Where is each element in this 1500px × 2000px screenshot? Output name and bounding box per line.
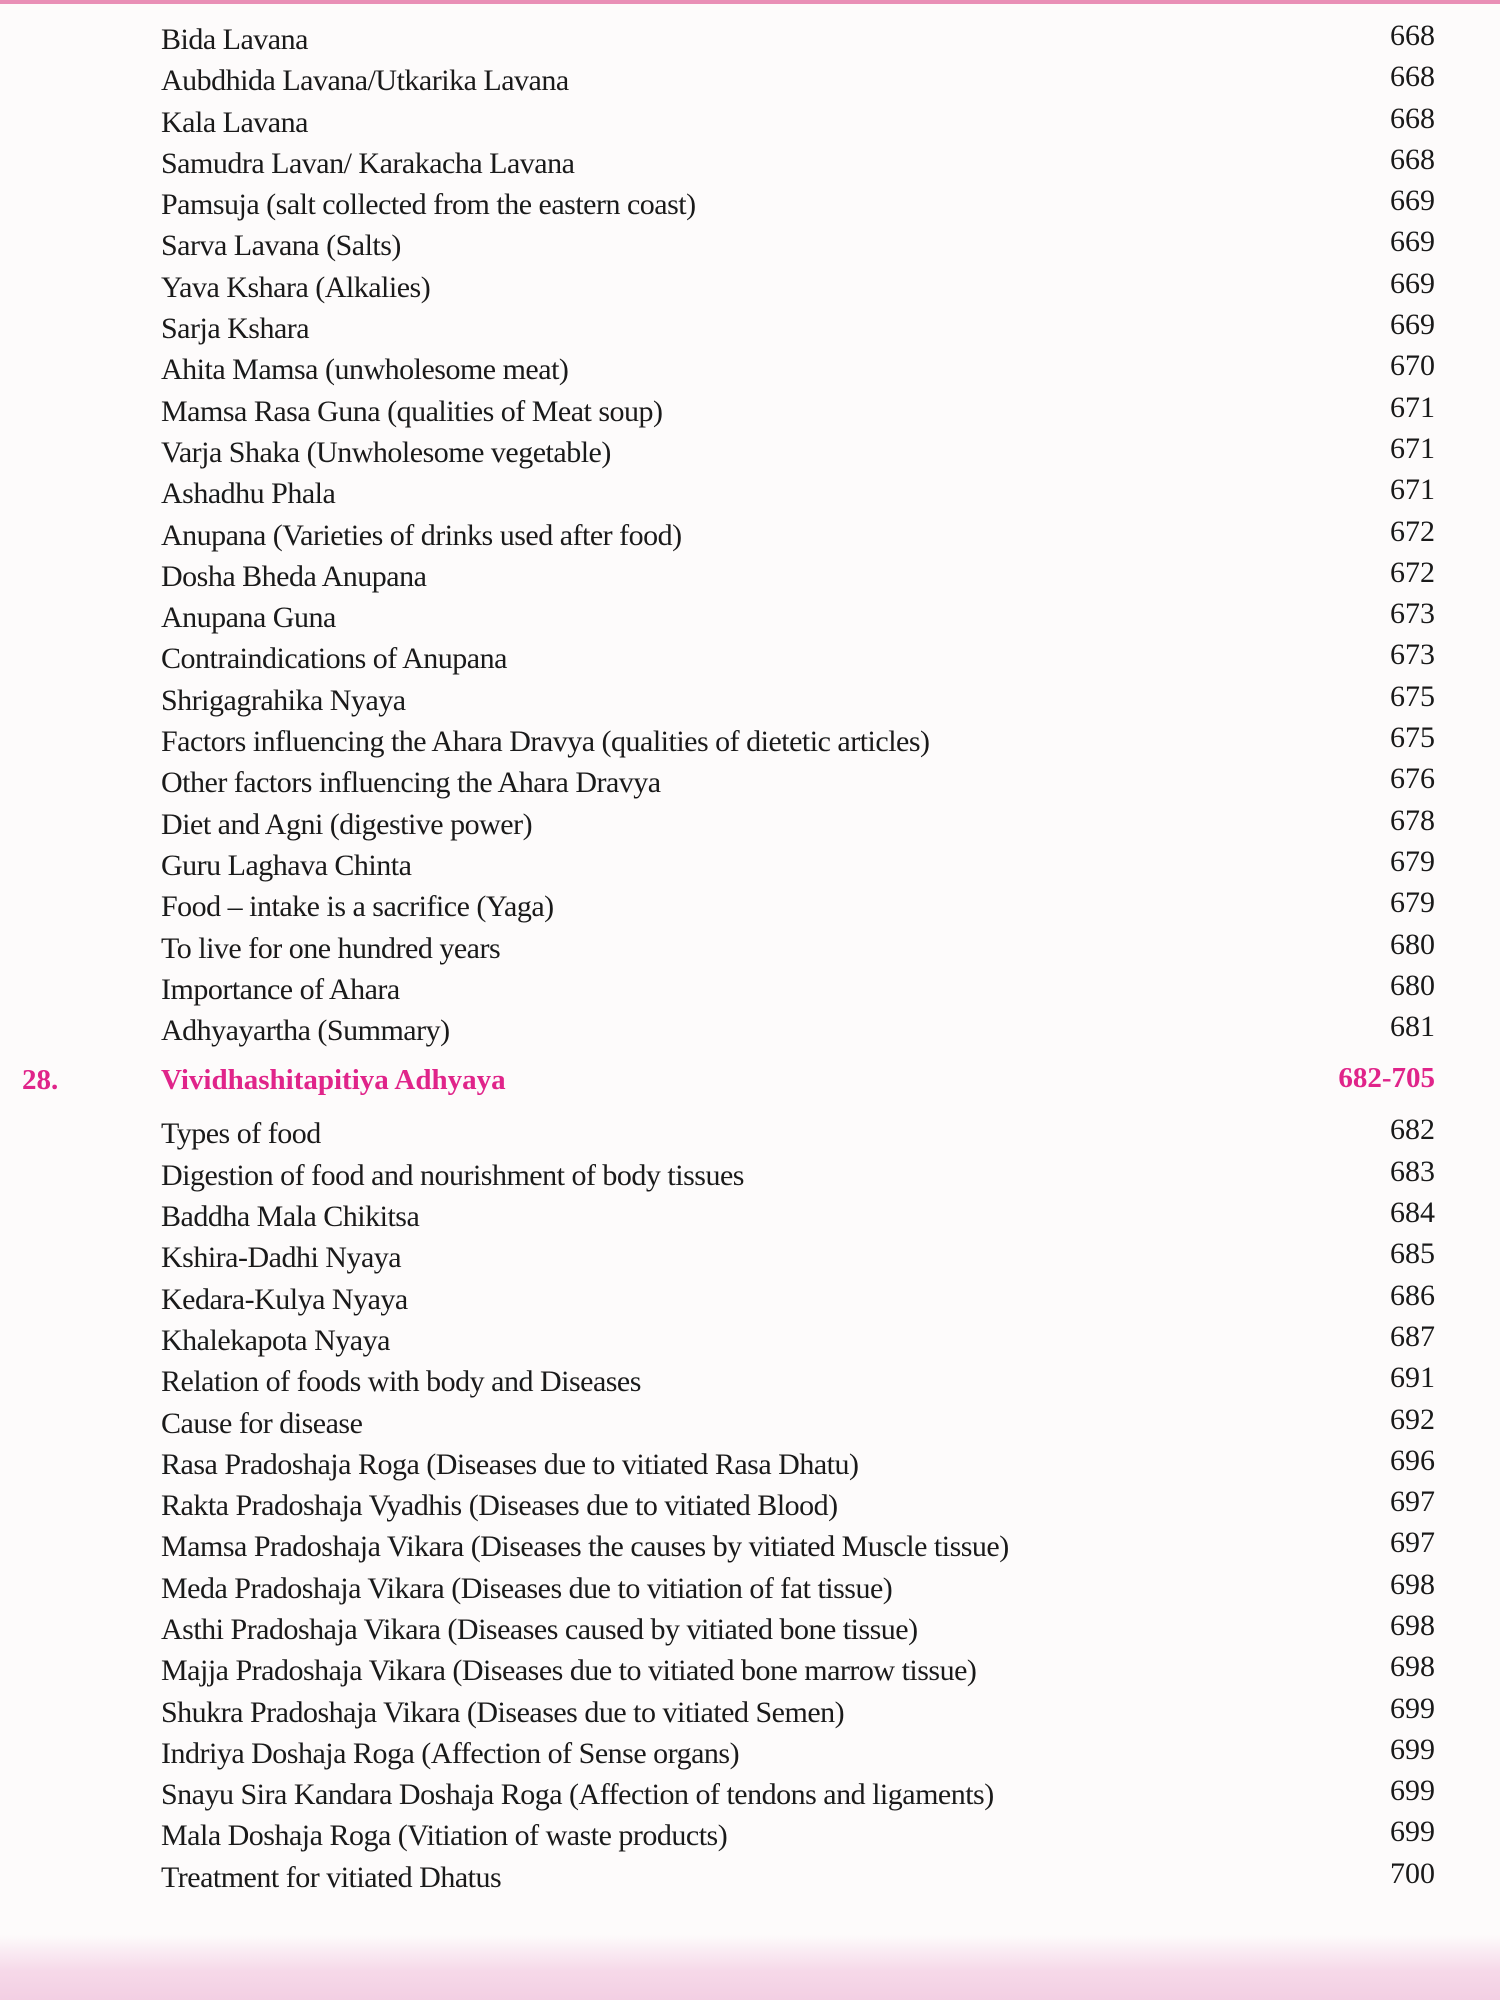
toc-entry — [0, 142, 1500, 183]
toc-entry-title: Adhyayartha (Summary) — [161, 1014, 450, 1048]
toc-entry-title: Anupana Guna — [161, 601, 336, 635]
toc-entry-title: Contraindications of Anupana — [161, 642, 507, 676]
toc-entry — [0, 761, 1500, 802]
toc-entry-page: 680 — [1390, 968, 1435, 1002]
toc-entry-page: 691 — [1390, 1361, 1435, 1395]
toc-entry — [0, 1856, 1500, 1897]
toc-entry-title: Rasa Pradoshaja Roga (Diseases due to vitiated Rasa Dhatu) — [161, 1447, 859, 1481]
toc-entry-page: 672 — [1390, 514, 1435, 548]
toc-entry-title: Kala Lavana — [161, 105, 308, 139]
toc-entry — [0, 1525, 1500, 1566]
toc-entry-page: 692 — [1390, 1402, 1435, 1436]
toc-entry-page: 687 — [1390, 1319, 1435, 1353]
toc-entry-title: Mamsa Pradoshaja Vikara (Diseases the causes by vitiated Muscle tissue) — [161, 1530, 1009, 1564]
toc-entry — [0, 1649, 1500, 1690]
chapter-page-range: 682-705 — [1338, 1062, 1435, 1095]
toc-entries-chapter-28 — [0, 1112, 1500, 1897]
toc-entry-title: Dosha Bheda Anupana — [161, 559, 427, 593]
toc-entry — [0, 1773, 1500, 1814]
toc-entry-title: Guru Laghava Chinta — [161, 848, 412, 882]
toc-entry-page: 697 — [1390, 1485, 1435, 1519]
toc-entry-page: 673 — [1390, 638, 1435, 672]
toc-entry-title: Khalekapota Nyaya — [161, 1323, 390, 1357]
toc-entry — [0, 555, 1500, 596]
toc-entry-page: 669 — [1390, 266, 1435, 300]
toc-entry-page: 671 — [1390, 390, 1435, 424]
toc-entry-page: 668 — [1390, 101, 1435, 135]
toc-entry — [0, 1236, 1500, 1277]
toc-entry-page: 698 — [1390, 1608, 1435, 1642]
toc-entry — [0, 183, 1500, 224]
toc-entry-title: Kedara-Kulya Nyaya — [161, 1282, 408, 1316]
toc-entry-page: 682 — [1390, 1113, 1435, 1147]
toc-entry-page: 696 — [1390, 1443, 1435, 1477]
top-border-rule — [0, 0, 1500, 4]
toc-entry-title: Digestion of food and nourishment of body tissues — [161, 1158, 744, 1192]
toc-entry — [0, 1732, 1500, 1773]
toc-entry — [0, 1567, 1500, 1608]
toc-entry-title: Bida Lavana — [161, 23, 308, 56]
toc-entry-page: 680 — [1390, 927, 1435, 961]
toc-entry-title: Shrigagrahika Nyaya — [161, 683, 406, 717]
toc-entry — [0, 59, 1500, 100]
toc-entry-page: 671 — [1390, 431, 1435, 465]
toc-entry — [0, 390, 1500, 431]
toc-entry-title: Baddha Mala Chikitsa — [161, 1200, 420, 1234]
toc-entry — [0, 1691, 1500, 1732]
toc-entry-title: Asthi Pradoshaja Vikara (Diseases caused by vitiated bone tissue) — [161, 1612, 918, 1646]
toc-entry-page: 669 — [1390, 308, 1435, 342]
toc-entry-title: Mamsa Rasa Guna (qualities of Meat soup) — [161, 394, 663, 428]
toc-entry — [0, 514, 1500, 555]
toc-entry — [0, 1608, 1500, 1649]
toc-entry-title: Mala Doshaja Roga (Vitiation of waste products) — [161, 1819, 728, 1853]
toc-entry-title: Diet and Agni (digestive power) — [161, 807, 533, 841]
toc-entry — [0, 596, 1500, 637]
toc-entry — [0, 307, 1500, 348]
toc-entry-title: Yava Kshara (Alkalies) — [161, 270, 431, 304]
toc-entry — [0, 637, 1500, 678]
toc-entry — [0, 224, 1500, 265]
toc-entry-page: 697 — [1390, 1526, 1435, 1560]
toc-entry-title: Sarva Lavana (Salts) — [161, 229, 401, 263]
toc-entry-title: Meda Pradoshaja Vikara (Diseases due to vitiation of fat tissue) — [161, 1571, 893, 1605]
toc-entry — [0, 1402, 1500, 1443]
toc-entry-title: Snayu Sira Kandara Doshaja Roga (Affection of tendons and ligaments) — [161, 1778, 994, 1812]
toc-entry-page: 675 — [1390, 679, 1435, 713]
toc-entry — [0, 679, 1500, 720]
toc-entry-title: Varja Shaka (Unwholesome vegetable) — [161, 435, 611, 469]
chapter-heading — [0, 1050, 1500, 1106]
toc-entry-page: 698 — [1390, 1567, 1435, 1601]
toc-entry — [0, 968, 1500, 1009]
toc-entry-title: Treatment for vitiated Dhatus — [161, 1860, 502, 1894]
toc-entry — [0, 1443, 1500, 1484]
toc-entry-title: Factors influencing the Ahara Dravya (qualities of dietetic articles) — [161, 725, 930, 759]
toc-entry-page: 668 — [1390, 142, 1435, 176]
toc-entry-page: 699 — [1390, 1691, 1435, 1725]
toc-entry-title: Kshira-Dadhi Nyaya — [161, 1241, 402, 1275]
toc-entry-page: 683 — [1390, 1154, 1435, 1188]
toc-entry-title: Aubdhida Lavana/Utkarika Lavana — [161, 64, 569, 98]
toc-entry-title: Types of food — [161, 1117, 321, 1151]
toc-entry-page: 672 — [1390, 555, 1435, 589]
toc-entry-title: Anupana (Varieties of drinks used after food) — [161, 518, 682, 552]
chapter-title: Vividhashitapitiya Adhyaya — [161, 1064, 506, 1097]
toc-entries-previous-chapter — [0, 18, 1500, 1050]
toc-entry — [0, 1009, 1500, 1050]
toc-entry-page: 671 — [1390, 473, 1435, 507]
toc-entry — [0, 1112, 1500, 1153]
toc-entry — [0, 1154, 1500, 1195]
toc-entry-title: Ahita Mamsa (unwholesome meat) — [161, 353, 569, 387]
toc-entry-page: 698 — [1390, 1650, 1435, 1684]
toc-entry-title: Sarja Kshara — [161, 312, 310, 346]
toc-entry — [0, 472, 1500, 513]
toc-entry-page: 669 — [1390, 225, 1435, 259]
toc-entry-page: 681 — [1390, 1010, 1435, 1044]
toc-entry-title: Importance of Ahara — [161, 972, 400, 1006]
toc-entry — [0, 1484, 1500, 1525]
toc-entry-title: Pamsuja (salt collected from the eastern coast) — [161, 188, 696, 222]
toc-entry — [0, 1319, 1500, 1360]
chapter-number: 28. — [22, 1064, 59, 1097]
toc-entry-title: Cause for disease — [161, 1406, 363, 1440]
toc-entry — [0, 1814, 1500, 1855]
toc-entry-title: Samudra Lavan/ Karakacha Lavana — [161, 146, 575, 180]
toc-entry-title: Relation of foods with body and Diseases — [161, 1365, 641, 1399]
toc-entry-page: 670 — [1390, 349, 1435, 383]
toc-entry-page: 675 — [1390, 721, 1435, 755]
toc-entry-page: 686 — [1390, 1278, 1435, 1312]
toc-entry — [0, 720, 1500, 761]
toc-entry-page: 684 — [1390, 1196, 1435, 1230]
toc-entry — [0, 1278, 1500, 1319]
toc-entry-page: 673 — [1390, 597, 1435, 631]
toc-entry-page: 700 — [1390, 1856, 1435, 1890]
toc-entry — [0, 844, 1500, 885]
toc-entry-title: Majja Pradoshaja Vikara (Diseases due to vitiated bone marrow tissue) — [161, 1654, 977, 1688]
toc-entry — [0, 1195, 1500, 1236]
toc-entry-title: Food – intake is a sacrifice (Yaga) — [161, 890, 554, 924]
toc-entry-page: 678 — [1390, 803, 1435, 837]
toc-entry — [0, 348, 1500, 389]
toc-entry-page: 669 — [1390, 184, 1435, 218]
toc-entry-page: 679 — [1390, 844, 1435, 878]
toc-entry-title: To live for one hundred years — [161, 931, 501, 965]
toc-entry — [0, 18, 1500, 59]
toc-entry-page: 685 — [1390, 1237, 1435, 1271]
toc-entry-page: 699 — [1390, 1774, 1435, 1808]
toc-entry-title: Indriya Doshaja Roga (Affection of Sense organs) — [161, 1736, 740, 1770]
toc-entry — [0, 885, 1500, 926]
toc-entry-title: Ashadhu Phala — [161, 477, 336, 511]
toc-entry — [0, 1360, 1500, 1401]
toc-entry-page: 676 — [1390, 762, 1435, 796]
toc-entry-page: 679 — [1390, 886, 1435, 920]
toc-entry — [0, 431, 1500, 472]
toc-entry-title: Other factors influencing the Ahara Dravya — [161, 766, 661, 800]
toc-entry — [0, 266, 1500, 307]
toc-entry-title: Shukra Pradoshaja Vikara (Diseases due to vitiated Semen) — [161, 1695, 845, 1729]
table-of-contents — [0, 18, 1500, 1897]
bottom-pink-band — [0, 1935, 1500, 2000]
toc-entry-page: 668 — [1390, 60, 1435, 94]
toc-entry-page: 668 — [1390, 19, 1435, 52]
toc-entry — [0, 927, 1500, 968]
toc-entry — [0, 803, 1500, 844]
toc-entry — [0, 101, 1500, 142]
toc-entry-title: Rakta Pradoshaja Vyadhis (Diseases due to vitiated Blood) — [161, 1489, 838, 1523]
toc-entry-page: 699 — [1390, 1732, 1435, 1766]
toc-entry-page: 699 — [1390, 1815, 1435, 1849]
